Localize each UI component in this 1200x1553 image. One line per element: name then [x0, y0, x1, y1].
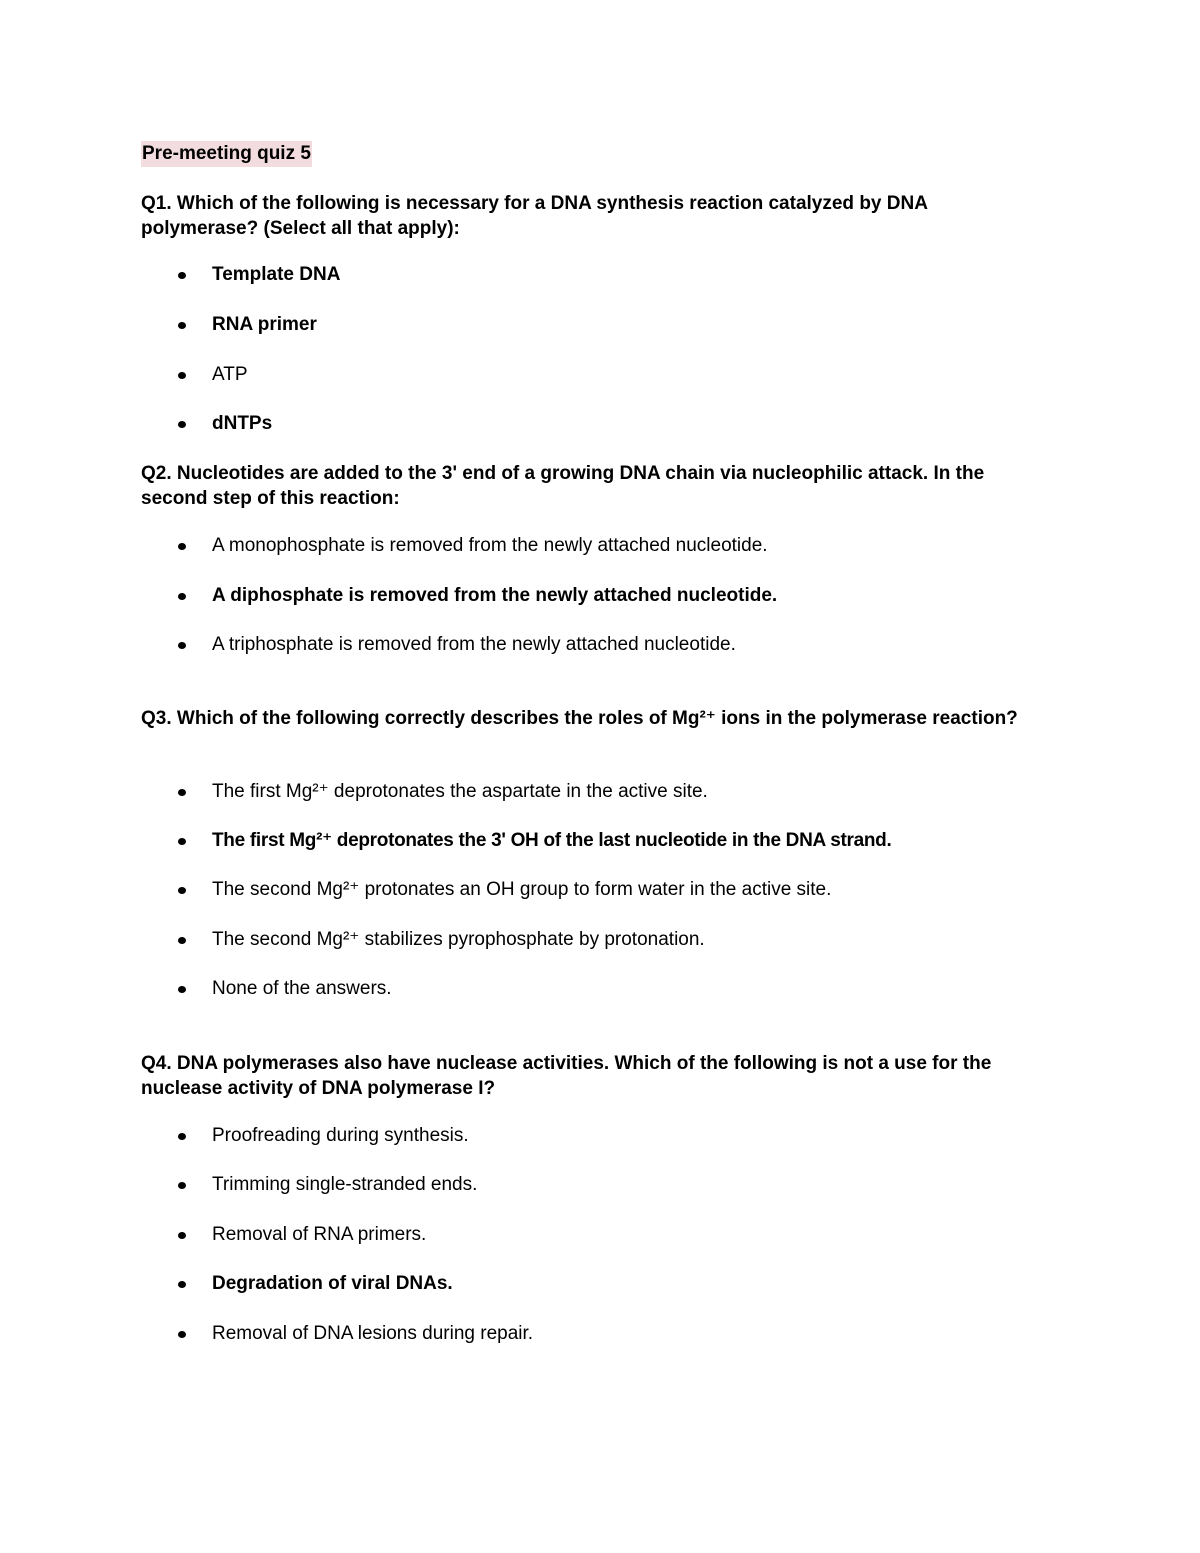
q2-option: [212, 584, 777, 608]
q4-option: [212, 1223, 426, 1247]
q3-option: [212, 928, 705, 952]
bullet-icon: [178, 1133, 186, 1140]
q3-option: [212, 780, 708, 804]
q2-option: [212, 633, 736, 657]
question-2: Q2. Nucleotides are added to the 3' end of a growing DNA chain via nucleophilic attack. In the second step of this reaction:: [141, 463, 985, 509]
q3-option: [212, 977, 392, 1001]
option-text: Proofreading during synthesis.: [212, 1125, 469, 1146]
q1-option: [212, 363, 248, 387]
option-text: Template DNA: [212, 264, 341, 285]
option-text: RNA primer: [212, 314, 317, 335]
q1-option: [212, 263, 340, 287]
bullet-icon: [178, 543, 186, 550]
option-text: Trimming single-stranded ends.: [212, 1174, 478, 1195]
bullet-icon: [178, 937, 186, 944]
q1-option: [212, 412, 272, 436]
option-text: dNTPs: [212, 413, 273, 434]
question-1: Q1. Which of the following is necessary for a DNA synthesis reaction catalyzed by DNA polymerase? (Select all that apply):: [141, 193, 928, 239]
option-text: ATP: [212, 364, 248, 385]
option-text: The first Mg²⁺ deprotonates the 3' OH of the last nucleotide in the DNA strand.: [212, 830, 892, 851]
bullet-icon: [178, 838, 186, 845]
bullet-icon: [178, 421, 186, 428]
option-text: A triphosphate is removed from the newly attached nucleotide.: [212, 634, 736, 655]
q4-option: [212, 1124, 469, 1148]
q3-option: [212, 829, 891, 853]
q4-option: [212, 1322, 533, 1346]
option-text: Degradation of viral DNAs.: [212, 1273, 453, 1294]
bullet-icon: [178, 1281, 186, 1288]
bullet-icon: [178, 986, 186, 993]
option-text: None of the answers.: [212, 978, 392, 999]
bullet-icon: [178, 372, 186, 379]
option-text: Removal of DNA lesions during repair.: [212, 1323, 534, 1344]
bullet-icon: [178, 1331, 186, 1338]
bullet-icon: [178, 642, 186, 649]
bullet-icon: [178, 789, 186, 796]
option-text: The second Mg²⁺ protonates an OH group to form water in the active site.: [212, 879, 832, 900]
question-3: Q3. Which of the following correctly describes the roles of Mg²⁺ ions in the polymerase reaction?: [141, 708, 1018, 729]
bullet-icon: [178, 322, 186, 329]
option-text: Removal of RNA primers.: [212, 1224, 427, 1245]
option-text: A monophosphate is removed from the newly attached nucleotide.: [212, 535, 768, 556]
q3-option: [212, 878, 831, 902]
page-title: Pre-meeting quiz 5: [141, 141, 312, 167]
option-text: The first Mg²⁺ deprotonates the aspartate in the active site.: [212, 781, 708, 802]
bullet-icon: [178, 1232, 186, 1239]
bullet-icon: [178, 593, 186, 600]
bullet-icon: [178, 887, 186, 894]
question-4: Q4. DNA polymerases also have nuclease activities. Which of the following is not a use for the nuclease activity of DNA polymerase I?: [141, 1053, 992, 1099]
q1-option: [212, 313, 317, 337]
q4-option: [212, 1272, 453, 1296]
q4-option: [212, 1173, 477, 1197]
bullet-icon: [178, 272, 186, 279]
q2-option: [212, 534, 768, 558]
option-text: The second Mg²⁺ stabilizes pyrophosphate by protonation.: [212, 929, 705, 950]
bullet-icon: [178, 1182, 186, 1189]
option-text: A diphosphate is removed from the newly attached nucleotide.: [212, 585, 778, 606]
